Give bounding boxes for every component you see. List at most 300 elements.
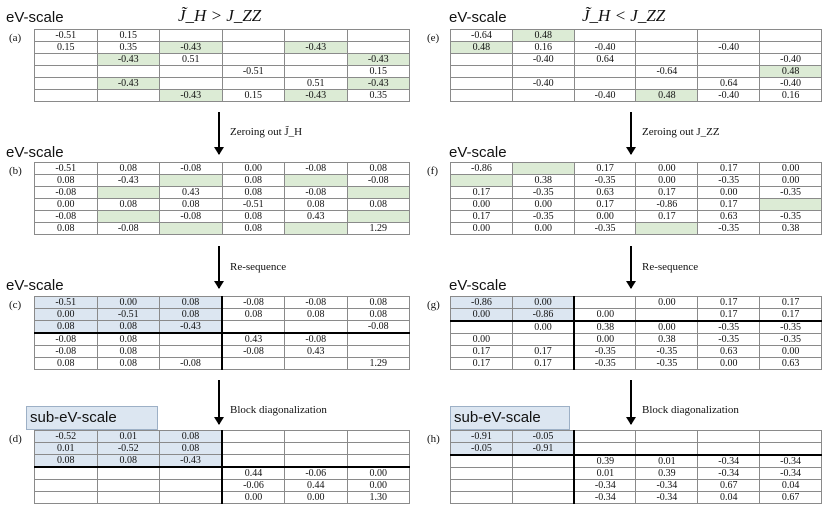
ev-scale-label-a: eV-scale — [6, 9, 64, 26]
matrix-cell: 0.08 — [35, 175, 98, 187]
matrix-cell — [347, 211, 410, 223]
matrix-cell: -0.91 — [512, 443, 574, 456]
matrix-cell: 0.43 — [160, 187, 223, 199]
matrix-cell: 0.48 — [760, 66, 822, 78]
matrix-cell — [97, 90, 160, 102]
matrix-cell — [160, 492, 223, 504]
matrix-b — [34, 162, 410, 235]
matrix-cell: 0.08 — [35, 455, 98, 468]
matrix-cell — [636, 78, 698, 90]
matrix-row — [35, 455, 410, 468]
matrix-cell: 0.17 — [574, 199, 636, 211]
matrix-cell: 0.00 — [760, 163, 822, 175]
matrix-cell — [222, 443, 285, 455]
matrix-row — [451, 54, 822, 66]
matrix-cell: -0.43 — [347, 54, 410, 66]
step-zeroing-left: Zeroing out J̃_H — [230, 126, 303, 138]
step-resequence-left: Re-sequence — [230, 261, 287, 273]
matrix-cell: -0.43 — [347, 78, 410, 90]
matrix-cell: -0.40 — [512, 54, 574, 66]
matrix-cell: 0.16 — [760, 90, 822, 102]
matrix-cell: -0.34 — [698, 468, 760, 480]
matrix-cell: 0.17 — [760, 309, 822, 322]
matrix-cell — [347, 455, 410, 468]
matrix-row — [35, 54, 410, 66]
matrix-cell: -0.64 — [451, 30, 513, 42]
matrix-row — [451, 321, 822, 334]
matrix-cell: 0.15 — [35, 42, 98, 54]
matrix-cell: -0.35 — [760, 321, 822, 334]
ev-scale-label-g: eV-scale — [449, 277, 507, 294]
matrix-cell: 0.38 — [636, 334, 698, 346]
title-right: J̃_H < J_ZZ — [582, 6, 666, 25]
matrix-cell: -0.08 — [160, 211, 223, 223]
matrix-cell: 0.00 — [222, 492, 285, 504]
matrix-cell: -0.40 — [698, 42, 760, 54]
matrix-cell: -0.35 — [698, 175, 760, 187]
matrix-cell: 0.01 — [636, 455, 698, 468]
matrix-row — [35, 163, 410, 175]
panel-label-h: (h) — [427, 433, 440, 445]
matrix-cell: -0.08 — [285, 163, 348, 175]
matrix-cell: -0.40 — [760, 78, 822, 90]
matrix-cell — [285, 66, 348, 78]
matrix-cell: 0.67 — [760, 492, 822, 504]
matrix-cell: -0.43 — [97, 78, 160, 90]
matrix-row — [35, 90, 410, 102]
matrix-cell: -0.51 — [35, 163, 98, 175]
matrix-cell: 0.00 — [698, 187, 760, 199]
matrix-e — [450, 29, 822, 102]
matrix-cell — [512, 334, 574, 346]
matrix-row — [451, 468, 822, 480]
matrix-cell: 0.51 — [285, 78, 348, 90]
matrix-cell: 0.01 — [574, 468, 636, 480]
matrix-cell: -0.08 — [347, 321, 410, 334]
matrix-cell: -0.35 — [574, 175, 636, 187]
matrix-row — [35, 223, 410, 235]
matrix-cell: -0.43 — [160, 42, 223, 54]
matrix-cell — [285, 175, 348, 187]
matrix-cell — [347, 30, 410, 42]
matrix-cell — [636, 30, 698, 42]
matrix-cell — [451, 455, 513, 468]
matrix-cell: -0.86 — [512, 309, 574, 322]
matrix-row — [451, 309, 822, 322]
matrix-cell: 0.16 — [512, 42, 574, 54]
matrix-cell — [35, 467, 98, 480]
matrix-cell — [512, 163, 574, 175]
matrix-cell: -0.40 — [512, 78, 574, 90]
matrix-cell — [222, 42, 285, 54]
matrix-cell: -0.08 — [35, 346, 98, 358]
matrix-cell: 0.08 — [35, 321, 98, 334]
matrix-cell: 0.17 — [636, 211, 698, 223]
matrix-cell: 0.38 — [512, 175, 574, 187]
matrix-cell: -0.43 — [160, 455, 223, 468]
matrix-cell: 0.00 — [347, 467, 410, 480]
matrix-cell: 1.29 — [347, 358, 410, 370]
matrix-row — [451, 455, 822, 468]
panel-label-g: (g) — [427, 299, 440, 311]
panel-label-f: (f) — [427, 165, 438, 177]
matrix-row — [35, 358, 410, 370]
matrix-cell: 0.08 — [222, 187, 285, 199]
matrix-cell: 0.00 — [636, 297, 698, 309]
matrix-cell: 0.17 — [698, 297, 760, 309]
matrix-cell — [222, 431, 285, 443]
matrix-cell — [347, 346, 410, 358]
sub-ev-scale-label-h: sub-eV-scale — [450, 406, 570, 430]
matrix-cell: 0.00 — [760, 175, 822, 187]
matrix-cell — [574, 431, 636, 443]
arrow-e-to-f — [630, 112, 632, 154]
matrix-cell: 0.00 — [451, 334, 513, 346]
matrix-row — [451, 492, 822, 504]
ev-scale-label-b: eV-scale — [6, 144, 64, 161]
matrix-cell: 0.64 — [574, 54, 636, 66]
matrix-cell — [698, 431, 760, 443]
matrix-cell — [222, 455, 285, 468]
matrix-cell — [512, 455, 574, 468]
matrix-cell — [512, 480, 574, 492]
matrix-cell: 0.04 — [698, 492, 760, 504]
matrix-cell: 0.00 — [35, 199, 98, 211]
matrix-cell: 0.08 — [97, 321, 160, 334]
matrix-cell: 0.17 — [698, 309, 760, 322]
matrix-row — [35, 443, 410, 455]
matrix-cell: 0.00 — [636, 163, 698, 175]
matrix-cell: -0.51 — [222, 199, 285, 211]
matrix-cell: -0.05 — [512, 431, 574, 443]
matrix-cell: -0.40 — [574, 90, 636, 102]
matrix-cell: -0.64 — [636, 66, 698, 78]
matrix-cell: -0.35 — [574, 358, 636, 370]
matrix-cell — [636, 42, 698, 54]
matrix-cell — [160, 467, 223, 480]
matrix-cell: -0.34 — [574, 492, 636, 504]
matrix-row — [35, 333, 410, 346]
matrix-cell: 0.38 — [574, 321, 636, 334]
matrix-cell: -0.08 — [35, 211, 98, 223]
matrix-cell: 0.17 — [451, 187, 513, 199]
matrix-row — [451, 163, 822, 175]
matrix-cell: -0.08 — [97, 223, 160, 235]
matrix-row — [35, 467, 410, 480]
matrix-cell: 0.08 — [285, 309, 348, 321]
matrix-cell: -0.35 — [512, 187, 574, 199]
matrix-cell: -0.35 — [574, 346, 636, 358]
matrix-cell: -0.08 — [35, 187, 98, 199]
matrix-cell: 0.17 — [574, 163, 636, 175]
matrix-cell: -0.05 — [451, 443, 513, 456]
matrix-cell: -0.08 — [222, 346, 285, 358]
matrix-cell — [160, 66, 223, 78]
matrix-cell — [451, 321, 513, 334]
matrix-cell — [451, 54, 513, 66]
matrix-cell — [97, 187, 160, 199]
matrix-cell: 0.43 — [222, 333, 285, 346]
matrix-cell: 0.01 — [35, 443, 98, 455]
matrix-cell — [35, 90, 98, 102]
matrix-cell: -0.34 — [636, 492, 698, 504]
matrix-row — [451, 187, 822, 199]
matrix-cell: 0.35 — [97, 42, 160, 54]
panel-label-e: (e) — [427, 32, 440, 44]
matrix-cell — [574, 78, 636, 90]
ev-scale-label-f: eV-scale — [449, 144, 507, 161]
matrix-row — [451, 175, 822, 187]
matrix-cell — [35, 78, 98, 90]
matrix-cell: 0.00 — [35, 309, 98, 321]
matrix-cell — [760, 443, 822, 456]
matrix-cell: 0.00 — [512, 199, 574, 211]
matrix-cell: 0.04 — [760, 480, 822, 492]
matrix-cell: -0.43 — [160, 321, 223, 334]
matrix-cell — [285, 223, 348, 235]
matrix-cell — [35, 66, 98, 78]
matrix-cell: 0.17 — [512, 358, 574, 370]
matrix-cell: 0.08 — [347, 309, 410, 321]
step-blockdiag-right: Block diagonalization — [642, 404, 739, 416]
matrix-cell — [512, 492, 574, 504]
matrix-cell: 0.17 — [512, 346, 574, 358]
matrix-cell: 0.48 — [451, 42, 513, 54]
matrix-cell: -0.08 — [285, 297, 348, 309]
matrix-cell — [285, 358, 348, 370]
step-resequence-right: Re-sequence — [642, 261, 699, 273]
matrix-cell: -0.86 — [451, 163, 513, 175]
matrix-g — [450, 296, 822, 370]
panel-label-b: (b) — [9, 165, 22, 177]
matrix-cell — [574, 66, 636, 78]
matrix-row — [451, 42, 822, 54]
matrix-cell: 0.48 — [512, 30, 574, 42]
matrix-cell — [347, 187, 410, 199]
matrix-cell: 0.08 — [35, 358, 98, 370]
matrix-cell — [222, 78, 285, 90]
matrix-cell — [451, 78, 513, 90]
matrix-cell: 0.08 — [222, 223, 285, 235]
matrix-cell: 0.44 — [222, 467, 285, 480]
matrix-d — [34, 430, 410, 504]
matrix-cell: 1.29 — [347, 223, 410, 235]
matrix-cell: 0.63 — [574, 187, 636, 199]
matrix-cell: -0.35 — [760, 187, 822, 199]
matrix-cell — [222, 54, 285, 66]
matrix-cell: 0.00 — [512, 223, 574, 235]
matrix-cell — [160, 175, 223, 187]
matrix-cell — [451, 480, 513, 492]
matrix-row — [35, 30, 410, 42]
matrix-cell — [636, 309, 698, 322]
matrix-cell — [574, 30, 636, 42]
matrix-cell: 0.00 — [574, 211, 636, 223]
matrix-cell: -0.52 — [35, 431, 98, 443]
matrix-row — [451, 223, 822, 235]
matrix-cell — [451, 492, 513, 504]
matrix-cell: 1.30 — [347, 492, 410, 504]
matrix-row — [35, 297, 410, 309]
step-blockdiag-left: Block diagonalization — [230, 404, 327, 416]
matrix-cell — [760, 30, 822, 42]
matrix-cell: -0.51 — [35, 30, 98, 42]
matrix-cell — [760, 199, 822, 211]
arrow-f-to-g — [630, 246, 632, 288]
matrix-cell: 0.67 — [698, 480, 760, 492]
matrix-cell: 0.00 — [451, 309, 513, 322]
matrix-cell: 0.39 — [636, 468, 698, 480]
matrix-row — [35, 42, 410, 54]
matrix-cell — [285, 321, 348, 334]
matrix-c — [34, 296, 410, 370]
matrix-cell: 0.00 — [347, 480, 410, 492]
matrix-row — [35, 211, 410, 223]
matrix-cell: 0.08 — [160, 443, 223, 455]
matrix-cell: 0.00 — [451, 223, 513, 235]
matrix-cell: -0.43 — [160, 90, 223, 102]
matrix-cell — [451, 90, 513, 102]
matrix-cell: 0.08 — [160, 309, 223, 321]
matrix-row — [451, 211, 822, 223]
matrix-cell — [698, 54, 760, 66]
matrix-cell — [698, 443, 760, 456]
matrix-cell: 0.08 — [160, 431, 223, 443]
matrix-cell: 0.15 — [222, 90, 285, 102]
matrix-cell: -0.34 — [636, 480, 698, 492]
matrix-cell: 0.08 — [347, 199, 410, 211]
matrix-a — [34, 29, 410, 102]
matrix-row — [451, 346, 822, 358]
matrix-cell — [512, 66, 574, 78]
matrix-row — [451, 30, 822, 42]
matrix-cell: -0.40 — [760, 54, 822, 66]
matrix-cell: -0.35 — [636, 346, 698, 358]
matrix-cell — [222, 321, 285, 334]
matrix-row — [35, 346, 410, 358]
matrix-cell — [97, 66, 160, 78]
matrix-cell — [160, 30, 223, 42]
matrix-cell: -0.43 — [97, 175, 160, 187]
matrix-cell: -0.08 — [35, 333, 98, 346]
matrix-cell — [35, 492, 98, 504]
matrix-row — [35, 480, 410, 492]
matrix-cell: -0.08 — [222, 297, 285, 309]
matrix-cell — [160, 480, 223, 492]
matrix-row — [451, 358, 822, 370]
matrix-cell — [97, 492, 160, 504]
matrix-cell — [451, 66, 513, 78]
matrix-cell: 0.43 — [285, 346, 348, 358]
matrix-cell: -0.43 — [285, 90, 348, 102]
matrix-cell: -0.51 — [35, 297, 98, 309]
matrix-cell: -0.08 — [285, 333, 348, 346]
matrix-cell: 0.08 — [160, 297, 223, 309]
matrix-row — [35, 175, 410, 187]
matrix-cell — [574, 443, 636, 456]
matrix-cell: -0.40 — [574, 42, 636, 54]
matrix-row — [451, 90, 822, 102]
matrix-cell: 0.17 — [451, 211, 513, 223]
matrix-cell: 0.17 — [760, 297, 822, 309]
matrix-row — [451, 431, 822, 443]
matrix-cell: 0.00 — [574, 334, 636, 346]
matrix-cell: 0.08 — [97, 346, 160, 358]
matrix-cell — [347, 333, 410, 346]
matrix-row — [35, 66, 410, 78]
matrix-cell: 0.63 — [698, 211, 760, 223]
matrix-row — [35, 199, 410, 211]
matrix-cell — [285, 431, 348, 443]
matrix-cell: 0.00 — [97, 297, 160, 309]
matrix-cell: -0.43 — [285, 42, 348, 54]
matrix-cell: 0.44 — [285, 480, 348, 492]
matrix-cell: -0.51 — [222, 66, 285, 78]
matrix-cell — [35, 480, 98, 492]
matrix-cell — [285, 443, 348, 455]
matrix-cell: 0.08 — [222, 309, 285, 321]
matrix-cell — [451, 468, 513, 480]
matrix-row — [451, 443, 822, 456]
matrix-cell: 0.00 — [512, 297, 574, 309]
matrix-row — [35, 492, 410, 504]
matrix-cell: -0.91 — [451, 431, 513, 443]
matrix-cell: 0.38 — [760, 223, 822, 235]
matrix-cell — [222, 358, 285, 370]
arrow-g-to-h — [630, 380, 632, 424]
step-zeroing-right: Zeroing out J_ZZ — [642, 126, 720, 138]
sub-ev-scale-label-d: sub-eV-scale — [26, 406, 158, 430]
matrix-row — [35, 78, 410, 90]
matrix-cell: 0.63 — [698, 346, 760, 358]
matrix-cell — [97, 211, 160, 223]
matrix-cell: -0.35 — [698, 321, 760, 334]
matrix-cell: 0.43 — [285, 211, 348, 223]
matrix-cell: 0.00 — [222, 163, 285, 175]
matrix-cell: 0.08 — [97, 455, 160, 468]
matrix-cell: 0.00 — [760, 346, 822, 358]
matrix-row — [35, 187, 410, 199]
matrix-row — [451, 78, 822, 90]
matrix-cell — [97, 480, 160, 492]
matrix-cell: 0.08 — [97, 163, 160, 175]
panel-label-d: (d) — [9, 433, 22, 445]
matrix-cell: 0.35 — [347, 90, 410, 102]
matrix-cell: 0.51 — [160, 54, 223, 66]
matrix-cell: -0.35 — [574, 223, 636, 235]
matrix-cell — [636, 431, 698, 443]
matrix-cell: -0.51 — [97, 309, 160, 321]
matrix-cell: 0.00 — [636, 175, 698, 187]
title-left: J̃_H > J_ZZ — [178, 6, 262, 25]
matrix-cell: 0.08 — [347, 297, 410, 309]
matrix-cell: -0.35 — [760, 211, 822, 223]
matrix-cell — [760, 431, 822, 443]
matrix-row — [35, 309, 410, 321]
matrix-cell: 0.17 — [451, 358, 513, 370]
panel-label-c: (c) — [9, 299, 22, 311]
matrix-cell: 0.39 — [574, 455, 636, 468]
matrix-row — [451, 199, 822, 211]
matrix-cell — [512, 90, 574, 102]
matrix-cell: 0.17 — [698, 163, 760, 175]
matrix-cell — [222, 30, 285, 42]
matrix-cell: -0.06 — [285, 467, 348, 480]
matrix-cell: 0.15 — [97, 30, 160, 42]
matrix-cell — [347, 431, 410, 443]
matrix-cell — [636, 54, 698, 66]
matrix-cell: -0.35 — [512, 211, 574, 223]
